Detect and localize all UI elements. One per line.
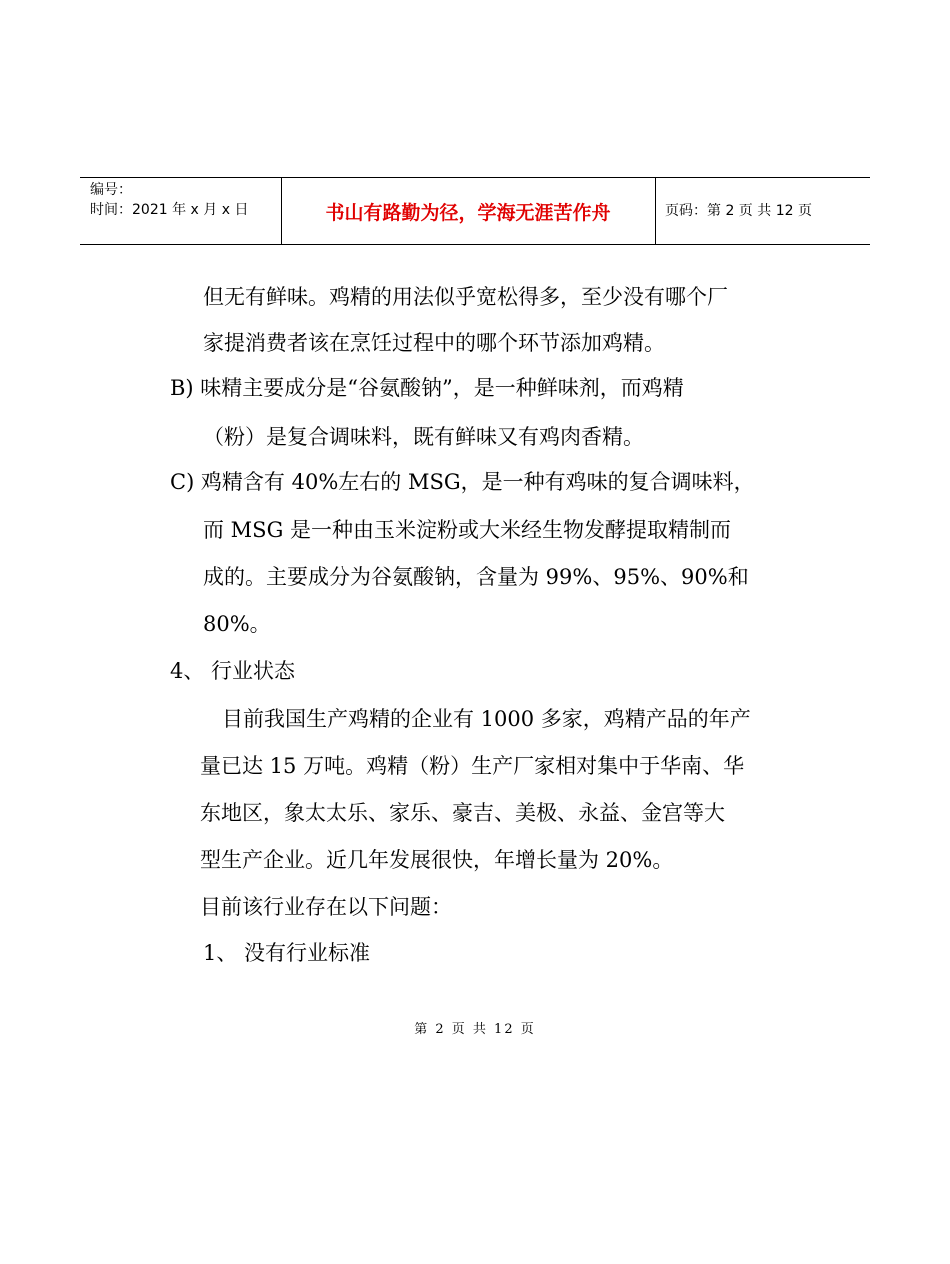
list-item-c: C) 鸡精含有 40%左右的 MSG，是一种有鸡味的复合调味料， [170, 470, 755, 494]
page-footer: 第 2 页 共 12 页 [414, 1022, 536, 1037]
time-label: 时间：2021 年 x 月 x 日 [90, 202, 249, 218]
header-divider [655, 178, 656, 244]
list-item-b: B) 味精主要成分是“谷氨酸钠”，是一种鲜味剂，而鸡精 [170, 376, 684, 400]
section-heading: 4、 行业状态 [170, 659, 296, 683]
body-line: 型生产企业。近几年发展很快，年增长量为 20%。 [200, 848, 674, 872]
body-line: 80%。 [203, 612, 271, 636]
header-meta [90, 180, 248, 220]
body-line: 东地区，象太太乐、家乐、豪吉、美极、永益、金宫等大 [200, 801, 725, 825]
paragraph-start: 目前我国生产鸡精的企业有 1000 多家，鸡精产品的年产 [222, 707, 751, 731]
serial-label: 编号： [90, 182, 132, 198]
body-line: 但无有鲜味。鸡精的用法似乎宽松得多，至少没有哪个厂 [203, 285, 728, 309]
subsection-heading: 1、 没有行业标准 [203, 941, 371, 965]
body-line: 成的。主要成分为谷氨酸钠，含量为 99%、95%、90%和 [203, 565, 749, 589]
body-line: 量已达 15 万吨。鸡精（粉）生产厂家相对集中于华南、华 [200, 754, 745, 778]
body-line: 目前该行业存在以下问题： [200, 895, 452, 919]
body-line: （粉）是复合调味料，既有鲜味又有鸡肉香精。 [203, 425, 644, 449]
header-motto: 书山有路勤为径，学海无涯苦作舟 [325, 201, 611, 224]
body-line: 家提消费者该在烹饪过程中的哪个环节添加鸡精。 [203, 331, 665, 355]
header-page-label: 页码：第 2 页 共 12 页 [665, 203, 812, 219]
document-header [80, 177, 870, 245]
body-line: 而 MSG 是一种由玉米淀粉或大米经生物发酵提取精制而 [203, 518, 732, 542]
